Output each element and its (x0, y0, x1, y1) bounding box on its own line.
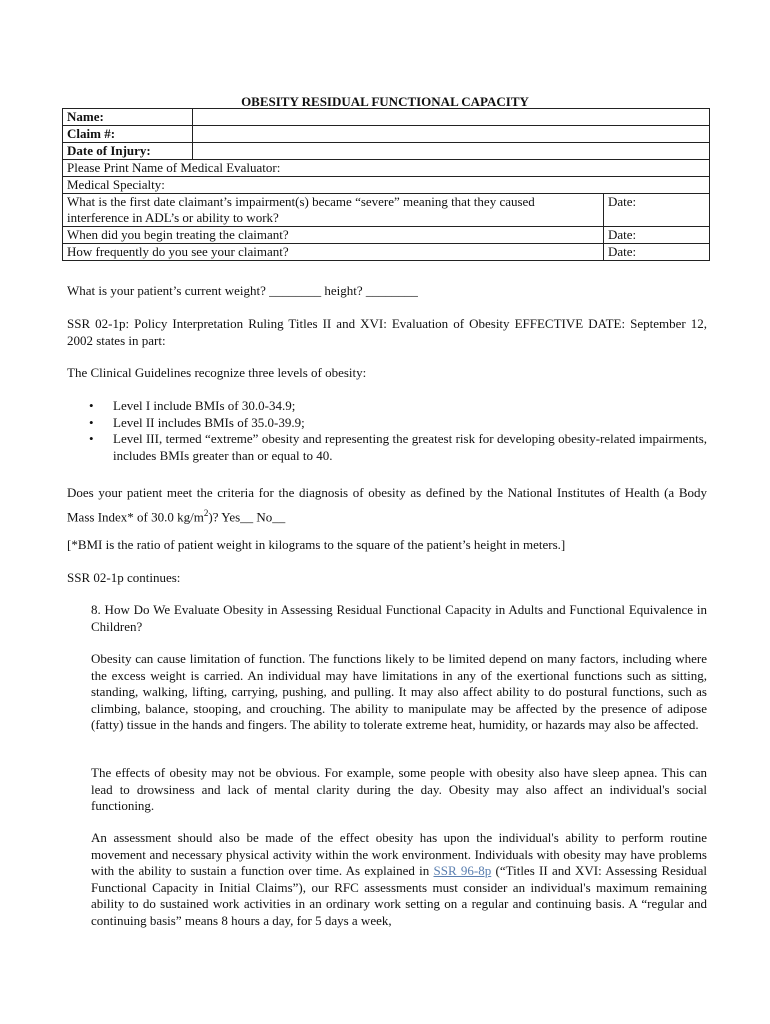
weight-height-line: What is your patient’s current weight? ________ height? ________ (67, 283, 418, 298)
paragraph-limitations: Obesity can cause limitation of function. The functions likely to be limited depend on many factors, including where the excess weight is carried. An individual may have limitations in any of the exertional functions such as sitting, standing, walking, lifting, carrying, pushing, and pulling. It may also affect ability to do postural functions, such as climbing, balance, stooping, and crouching. The ability to manipulate may be affected by the presence of adipose (fatty) tissue in the hands and fingers. The ability to tolerate extreme heat, humidity, or hazards may also be affected. (91, 651, 707, 732)
injury-date-field[interactable] (193, 143, 710, 160)
bullet-icon: • (89, 398, 94, 413)
paragraph-effects: The effects of obesity may not be obvious. For example, some people with obesity also have sleep apnea. This can lead to drowsiness and lack of mental clarity during the day. Obesity may also affect an individual's social functioning. (91, 765, 707, 813)
paragraph-assessment: An assessment should also be made of the effect obesity has upon the individual's ability to perform routine movement and necessary physical activity within the work environment. Individuals with obesity may have problems with the ability to sustain a function over time. As explained in SSR 96-8p (“Titles II and XVI: Assessing Residual Functional Capacity in Initial Claims”), our RFC assessments must consider an individual's maximum remaining ability to do sustained work activities in an ordinary work setting on a regular and continuing basis. A “regular and continuing basis” means 8 hours a day, for 5 days a week, (91, 830, 707, 928)
list-item: • Level III, termed “extreme” obesity and representing the greatest risk for developing obesity-related impairments, includes BMIs greater than or equal to 40. (89, 431, 707, 463)
specialty-field[interactable] (63, 177, 710, 194)
obesity-levels-list (67, 398, 707, 464)
frequency-question: How frequently do you see your claimant? (63, 244, 604, 261)
severe-date-field[interactable]: Date: (604, 194, 710, 227)
ssr-intro: SSR 02-1p: Policy Interpretation Ruling Titles II and XVI: Evaluation of Obesity EFFECTIVE DATE: September 12, 2002 states in part: (67, 316, 707, 348)
document-title: OBESITY RESIDUAL FUNCTIONAL CAPACITY (241, 94, 529, 109)
specialty-label: Medical Specialty: (67, 177, 165, 192)
severe-question: What is the first date claimant’s impairment(s) became “severe” meaning that they caused interference in ADL’s or ability to work? (63, 194, 604, 227)
treating-question: When did you begin treating the claimant? (63, 227, 604, 244)
bmi-question: Does your patient meet the criteria for the diagnosis of obesity as defined by the National Institutes of Health (a Body Mass Index* of 30.0 $kg/m^2$)? Yes__ No__ (67, 485, 707, 525)
evaluator-name-field[interactable] (63, 160, 710, 177)
ssr-96-8p-link[interactable]: SSR 96-8p (433, 863, 492, 878)
bmi-footnote: [*BMI is the ratio of patient weight in kilograms to the square of the patient’s height in meters.] (67, 537, 566, 552)
injury-date-label: Date of Injury: (63, 143, 193, 160)
claimant-info-form (62, 108, 710, 261)
claim-label: Claim #: (63, 126, 193, 143)
list-item: • Level II includes BMIs of 35.0-39.9; (89, 414, 305, 430)
section-8-heading: 8. How Do We Evaluate Obesity in Assessing Residual Functional Capacity in Adults and Functional Equivalence in Children? (91, 602, 707, 634)
treating-date-field[interactable]: Date: (604, 227, 710, 244)
guidelines-intro: The Clinical Guidelines recognize three levels of obesity: (67, 365, 367, 380)
claim-field[interactable] (193, 126, 710, 143)
evaluator-label: Please Print Name of Medical Evaluator: (67, 160, 281, 175)
name-label: Name: (63, 109, 193, 126)
list-item: • Level I include BMIs of 30.0-34.9; (89, 398, 296, 413)
ssr-continues: SSR 02-1p continues: (67, 570, 181, 585)
bullet-icon: • (89, 414, 94, 430)
frequency-date-field[interactable]: Date: (604, 244, 710, 261)
bullet-icon: • (89, 431, 94, 446)
name-field[interactable] (193, 109, 710, 126)
